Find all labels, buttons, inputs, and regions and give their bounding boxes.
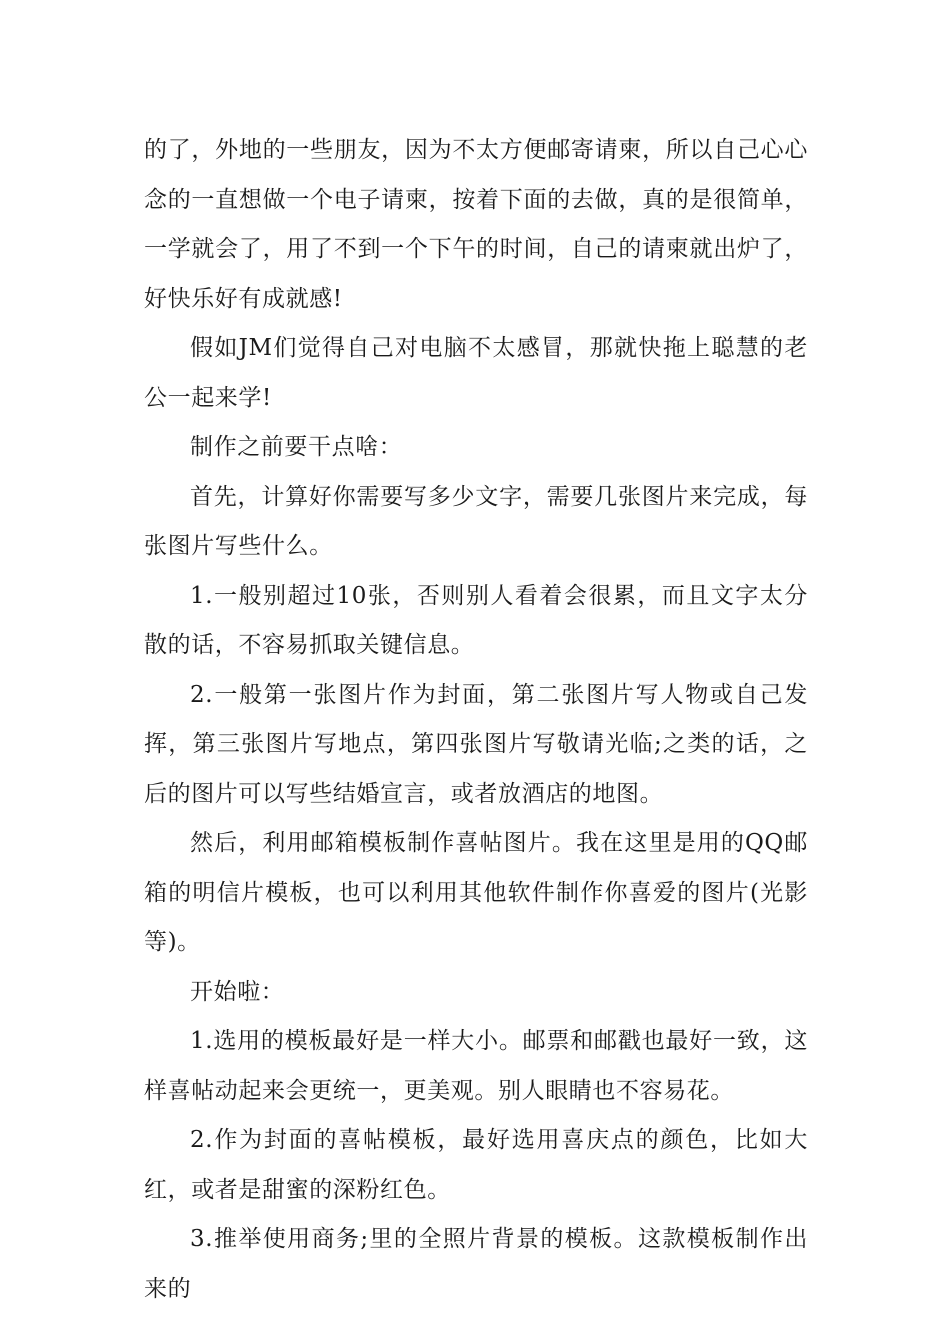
paragraph-7: 然后，利用邮箱模板制作喜帖图片。我在这里是用的QQ邮箱的明信片模板，也可以利用其他软件制作你喜爱的图片(光影等)。 (144, 830, 808, 955)
paragraph-6: 2.一般第一张图片作为封面，第二张图片写人物或自己发挥，第三张图片写地点，第四张图片写敬请光临;之类的话，之后的图片可以写些结婚宣言，或者放酒店的地图。 (144, 681, 808, 807)
paragraph-5: 1.一般别超过10张，否则别人看着会很累，而且文字太分散的话，不容易抓取关键信息。 (144, 582, 808, 658)
paragraph-4: 首先，计算好你需要写多少文字，需要几张图片来完成，每张图片写些什么。 (144, 483, 808, 559)
paragraph-1: 的了，外地的一些朋友，因为不太方便邮寄请柬，所以自己心心念的一直想做一个电子请柬，按着下面的去做，真的是很简单，一学就会了，用了不到一个下午的时间，自己的请柬就出炉了，好快乐好有成就感! (144, 137, 808, 312)
document-page (144, 126, 808, 1314)
paragraph-11: 3.推举使用商务;里的全照片背景的模板。这款模板制作出来的 (144, 1226, 808, 1302)
paragraph-9: 1.选用的模板最好是一样大小。邮票和邮戳也最好一致，这样喜帖动起来会更统一，更美观。别人眼睛也不容易花。 (144, 1028, 808, 1104)
paragraph-10: 2.作为封面的喜帖模板，最好选用喜庆点的颜色，比如大红，或者是甜蜜的深粉红色。 (144, 1127, 808, 1203)
paragraph-3: 制作之前要干点啥： (190, 434, 403, 460)
paragraph-2: 假如JM们觉得自己对电脑不太感冒，那就快拖上聪慧的老公一起来学! (144, 335, 808, 411)
paragraph-8: 开始啦： (190, 978, 285, 1005)
